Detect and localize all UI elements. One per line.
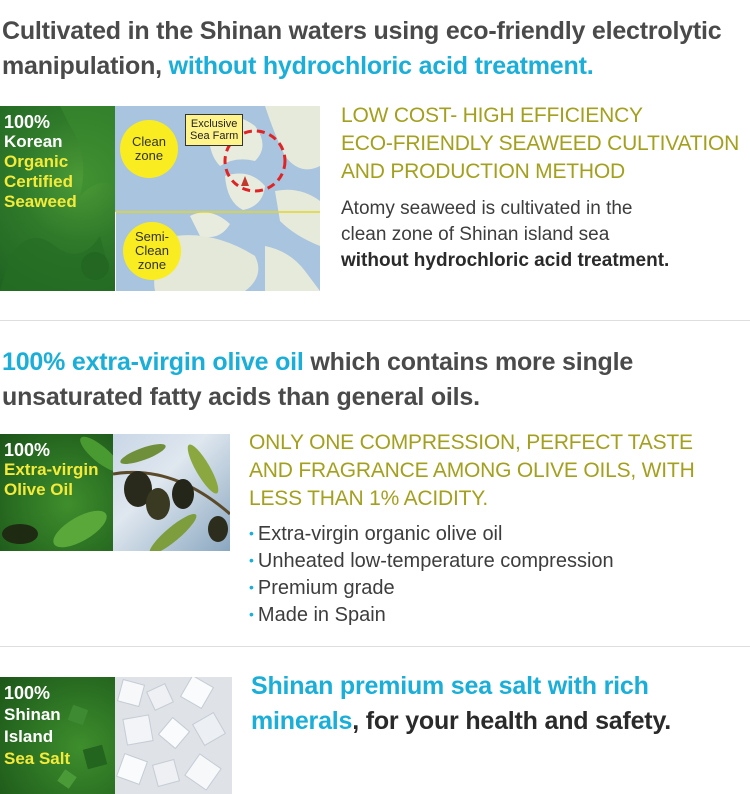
badge-line: Sea Salt	[4, 749, 71, 768]
semi-clean-zone-label: zone	[137, 257, 167, 272]
clean-zone-label: zone	[134, 148, 164, 163]
sea-salt-badge-text	[4, 682, 70, 770]
exclusive-label: Exclusive	[190, 118, 238, 130]
list-item-text: Extra-virgin organic olive oil	[257, 523, 503, 545]
badge-line: Seaweed	[4, 192, 77, 211]
list-item	[249, 547, 614, 574]
bullet-dot-icon: •	[249, 606, 254, 622]
olive-oil-badge	[0, 434, 113, 551]
badge-line: Island	[4, 727, 54, 746]
clean-zone-bubble	[120, 120, 178, 178]
section3-headline-dark: , for your health and safety.	[352, 707, 672, 735]
semi-clean-zone-bubble	[123, 222, 181, 280]
exclusive-sea-farm-tag	[185, 114, 243, 146]
badge-line: Olive Oil	[4, 480, 73, 499]
section-divider	[0, 646, 750, 647]
shinan-map	[115, 106, 320, 291]
bullet-dot-icon: •	[249, 552, 254, 568]
badge-percent: 100%	[4, 440, 51, 460]
salt-crystals	[115, 677, 232, 794]
section2-headline	[2, 345, 747, 415]
list-item	[249, 520, 614, 547]
clean-zone-label: Clean	[132, 134, 166, 149]
list-item	[249, 601, 614, 628]
subhead-line: AND PRODUCTION METHOD	[341, 160, 625, 183]
badge-line: Organic	[4, 152, 69, 171]
section1-subhead	[341, 102, 739, 186]
subhead-line: ECO-FRIENDLY SEAWEED CULTIVATION	[341, 132, 740, 155]
list-item	[249, 574, 614, 601]
section1-body	[341, 196, 669, 274]
badge-percent: 100%	[4, 683, 51, 703]
body-line: Atomy seaweed is cultivated in the	[341, 198, 633, 219]
seaweed-badge-text	[4, 112, 77, 212]
list-item-text: Premium grade	[257, 577, 395, 599]
olive-branch	[113, 434, 230, 551]
semi-clean-zone-label: Semi-	[135, 229, 169, 244]
section1-headline-cyan: without hydrochloric acid treatment.	[168, 52, 594, 80]
olive-photo	[113, 434, 230, 551]
section2-subhead	[249, 429, 695, 513]
subhead-line: LESS THAN 1% ACIDITY.	[249, 487, 488, 510]
exclusive-label: Sea Farm	[190, 130, 239, 142]
seaweed-badge	[0, 106, 115, 291]
section3-headline	[251, 669, 741, 739]
list-item-text: Made in Spain	[257, 604, 386, 626]
bullet-dot-icon: •	[249, 525, 254, 541]
section-divider	[0, 320, 750, 321]
sea-salt-badge	[0, 677, 115, 794]
olive-badge-text	[4, 440, 98, 500]
section1-headline	[2, 14, 747, 84]
body-bold-line: without hydrochloric acid treatment.	[341, 250, 670, 271]
semi-clean-zone-label: Clean	[135, 243, 169, 258]
badge-line: Extra-virgin	[4, 460, 99, 479]
subhead-line: LOW COST- HIGH EFFICIENCY	[341, 104, 643, 127]
badge-line: Korean	[4, 132, 63, 151]
section1-headline-dark: Cultivated in the Shinan waters using eco-friendly electrolytic manipulation,	[2, 17, 722, 80]
subhead-line: ONLY ONE COMPRESSION, PERFECT TASTE	[249, 431, 693, 454]
subhead-line: AND FRAGRANCE AMONG OLIVE OILS, WITH	[249, 459, 695, 482]
sea-salt-photo	[115, 677, 232, 794]
body-line: clean zone of Shinan island sea	[341, 224, 610, 245]
badge-percent: 100%	[4, 112, 51, 132]
list-item-text: Unheated low-temperature compression	[257, 550, 614, 572]
section2-headline-cyan: 100% extra-virgin olive oil	[2, 348, 304, 376]
badge-line: Certified	[4, 172, 73, 191]
section2-headline-dark: which contains more single unsaturated fatty acids than general oils.	[2, 348, 634, 411]
badge-line: Shinan	[4, 705, 61, 724]
section3-headline-cyan: Shinan premium sea salt with rich minerals	[251, 672, 649, 735]
olive-oil-features-list	[249, 520, 614, 628]
bullet-dot-icon: •	[249, 579, 254, 595]
